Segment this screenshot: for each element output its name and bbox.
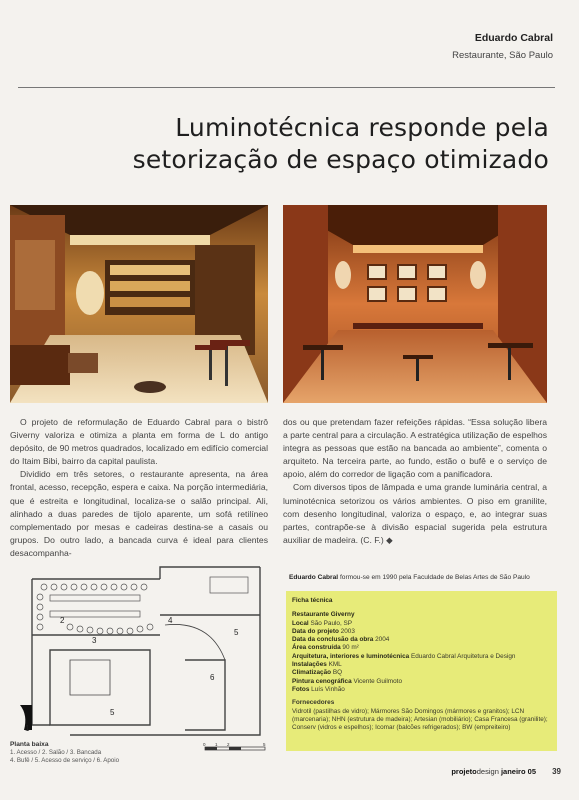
page-number: 39 [552,767,561,776]
tech-sheet-heading: Ficha técnica [292,597,333,604]
body-column-left [10,416,268,560]
plan-title: Planta baixa [10,741,49,748]
tech-sheet-value: 2003 [338,627,355,635]
footer-issue: janeiro 05 [500,767,536,776]
tech-sheet-label: Data do projeto [292,627,339,635]
header-rule [18,87,555,88]
plan-legend-line: 4. Bufê / 5. Acesso de serviço / 6. Apoio [10,757,120,764]
footer-brand: design [476,767,499,776]
body-paragraph-text: Com diversos tipos de lâmpada e uma grande luminária central, a luminotécnica setorizou os vários ambientes. O piso em granilite, com desenho longitudinal, valoriza o espaço, e, ao integrar suas partes, contrapõe-se à divisão espacial sugerida pela estrutura auxiliar de madeira. (C. F.) [283,482,547,545]
suppliers-heading: Fornecedores [292,699,335,707]
tech-sheet-box [286,591,557,751]
tech-sheet-value: KML [326,661,342,669]
tech-sheet-row [292,653,551,661]
author-block [452,32,553,61]
article-headline [133,112,549,176]
architect-name: Eduardo Cabral [289,574,339,581]
body-paragraph: O projeto de reformulação de Eduardo Cabral para o bistrô Giverny valoriza e otimiza a planta em forma de L do antigo depósito, de 90 metros quadrados, localizado em edifício comercial do Itaim Bibi, bairro da capital paulista. [10,417,268,467]
scale-label: 2 [227,742,230,747]
tech-sheet-value: BQ [331,669,343,677]
photo-restaurant-counter [10,205,268,403]
tech-sheet-label: Instalações [292,661,327,669]
footer-brand-bold: projeto [451,767,477,776]
scale-label: 5 [263,742,266,747]
tech-sheet-value: Luís Vinhão [309,685,345,693]
tech-sheet-value: Vicente Guilmoto [351,677,402,685]
project-location: Restaurante, São Paulo [452,50,553,61]
headline-line-1: Luminotécnica responde pela [175,113,549,142]
page-footer [451,767,561,776]
tech-sheet-label: Restaurante Giverny [292,611,355,619]
plan-caption [10,741,119,765]
tech-sheet-row [292,661,551,669]
tech-sheet-value: São Paulo, SP [308,619,353,627]
tech-sheet-row [292,628,551,636]
architect-bio: formou-se em 1990 pela Faculdade de Belas Artes de São Paulo [338,574,530,581]
headline-line-2: setorização de espaço otimizado [132,145,549,174]
tech-sheet-row [292,620,551,628]
plan-label-4: 4 [168,616,173,625]
body-paragraph [283,481,547,546]
end-mark-icon: ◆ [386,534,393,545]
plan-label-2: 2 [60,616,65,625]
scale-label: 0 [203,742,206,747]
tech-sheet-value: Eduardo Cabral Arquitetura e Design [409,652,516,660]
plan-label-5b: 5 [110,708,115,717]
tech-sheet-row [292,686,551,694]
architect-credit [289,574,557,581]
tech-sheet-value: 90 m² [340,644,359,652]
tech-sheet-label: Local [292,619,309,627]
tech-sheet-row [292,611,551,619]
tech-sheet-label: Climatização [292,669,332,677]
plan-legend-line: 1. Acesso / 2. Salão / 3. Bancada [10,749,102,756]
author-name: Eduardo Cabral [474,32,553,44]
body-paragraph: dos ou que pretendam fazer refeições rápidas. “Essa solução libera a parte central para a circulação. A estratégica utilização de espelhos integra as pessoas que estão na bancada ao ambiente”, comenta o arquiteto. Na terceira parte, ao fundo, estão o bufê e o serviço de apoio, além do corredor de ligação com a panificadora. [283,417,547,480]
body-column-right [283,416,547,547]
body-paragraph: Dividido em três setores, o restaurante apresenta, na área frontal, acesso, recepção, espera e caixa. Na porção intermediária, que é estreita e longitudinal, localiza-se o salão principal. Ali, alinhado a duas paredes de tijolo aparente, um sofá retilíneo complementado por mesas e cadeiras destina-se a casais ou grupos. Do outro lado, a bancada curva é ideal para clientes desacompanha- [10,469,268,558]
plan-label-6: 6 [210,673,215,682]
plan-label-1: 1 [25,724,30,733]
tech-sheet-label: Área construída [292,644,341,652]
suppliers-list: Vidrotil (pastilhas de vidro); Mármores São Domingos (mármores e granitos); LCN (marcenaria); NHN (estrutura de madeira); Artesian (mobiliário); Casa Francesa (granilite); Conserv (vidros e espelhos); Icomar (balcões refrigerados); BW (empreiteiro) [292,707,548,732]
plan-label-3: 3 [92,636,97,645]
tech-sheet-label: Pintura cenográfica [292,677,352,685]
tech-sheet-row [292,678,551,686]
tech-sheet-label: Fotos [292,685,310,693]
tech-sheet-row [292,669,551,677]
scale-label: 1 [215,742,218,747]
photo-restaurant-dining-room [283,205,547,403]
floor-plan [10,565,267,755]
tech-sheet-value: 2004 [373,636,390,644]
tech-sheet-label: Arquitetura, interiores e luminotécnica [292,652,410,660]
tech-sheet-label: Data da conclusão da obra [292,636,374,644]
tech-sheet-row [292,644,551,652]
plan-label-5a: 5 [234,628,239,637]
